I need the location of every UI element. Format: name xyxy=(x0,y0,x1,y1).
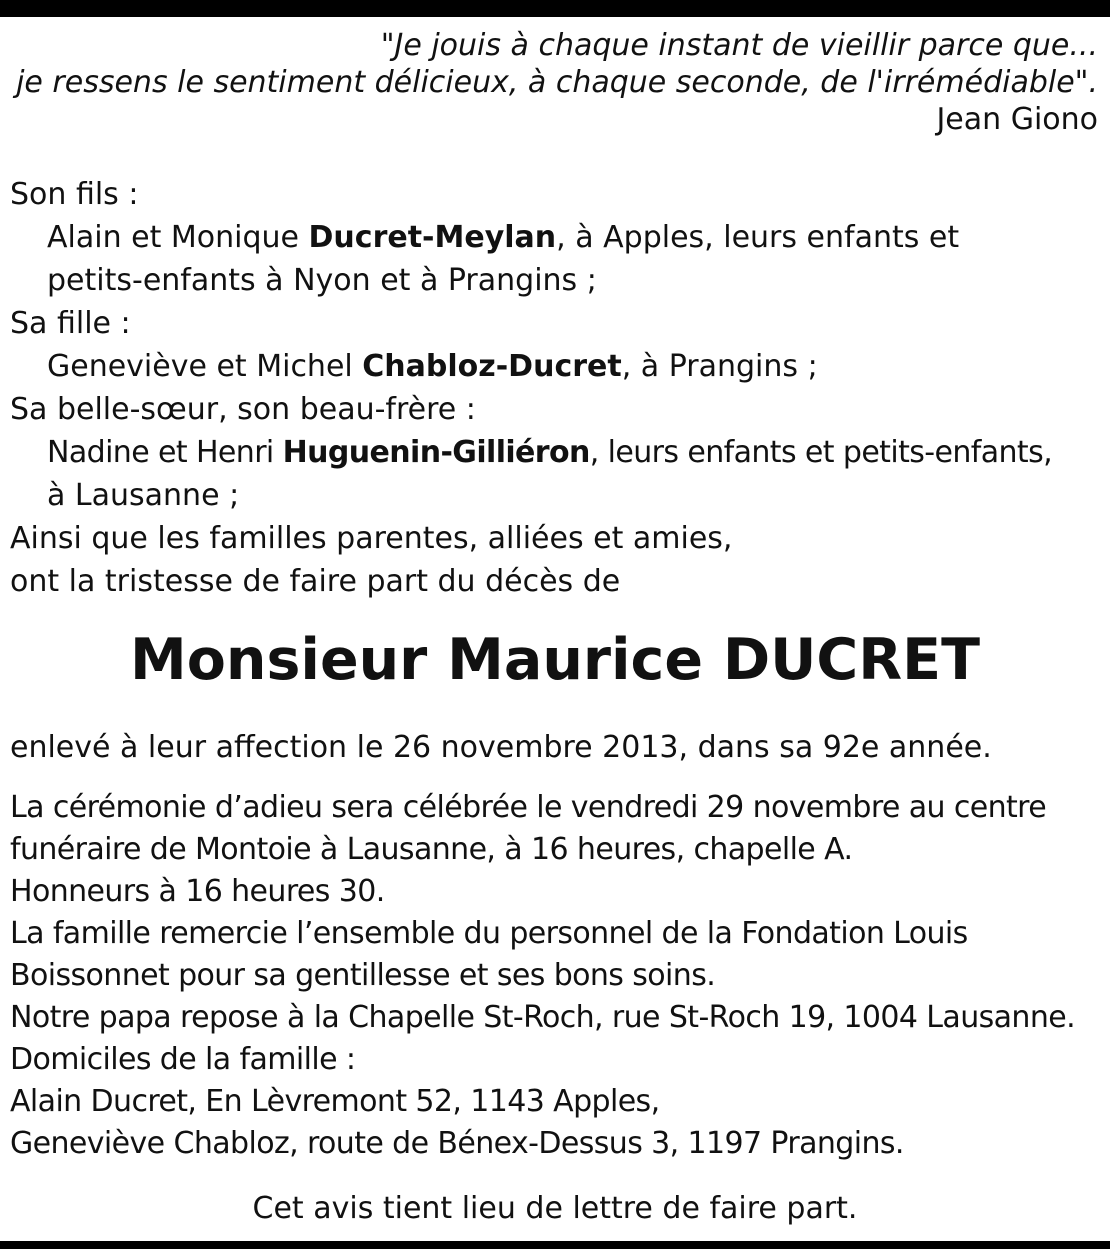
son-entry-line-2: petits-enfants à Nyon et à Prangins ; xyxy=(47,263,597,298)
daughter-surname: Chabloz-Ducret xyxy=(362,349,622,384)
deceased-name: Monsieur Maurice DUCRET xyxy=(130,627,980,693)
inlaws-surname: Huguenin-Gilliéron xyxy=(282,435,590,470)
top-rule xyxy=(0,0,1110,17)
daughter-text-post: , à Prangins ; xyxy=(621,349,818,384)
honors-line: Honneurs à 16 heures 30. xyxy=(10,874,385,909)
thanks-line-2: Boissonnet pour sa gentillesse et ses bons soins. xyxy=(10,958,716,993)
thanks-line-1: La famille remercie l’ensemble du personnel de la Fondation Louis xyxy=(10,916,968,951)
domiciles-heading: Domiciles de la famille : xyxy=(10,1042,356,1077)
ceremony-line-1: La cérémonie d’adieu sera célébrée le vendredi 29 novembre au centre xyxy=(10,790,1047,825)
inlaws-text-post: , leurs enfants et petits-enfants, xyxy=(589,435,1053,470)
other-families: Ainsi que les familles parentes, alliées et amies, xyxy=(10,521,733,556)
son-heading: Son fils : xyxy=(10,177,139,212)
address-2: Geneviève Chabloz, route de Bénex-Dessus 3, 1197 Prangins. xyxy=(10,1126,904,1161)
daughter-entry xyxy=(10,345,1095,388)
ceremony-line-2: funéraire de Montoie à Lausanne, à 16 heures, chapelle A. xyxy=(10,832,853,867)
ceremony-info xyxy=(10,787,1100,1165)
passing-date: enlevé à leur affection le 26 novembre 2013, dans sa 92e année. xyxy=(10,730,992,765)
bottom-rule xyxy=(0,1241,1110,1249)
daughter-text-pre: Geneviève et Michel xyxy=(47,349,363,384)
inlaws-text-pre: Nadine et Henri xyxy=(47,435,283,470)
family-list xyxy=(10,173,1095,603)
quote-line-1: "Je jouis à chaque instant de vieillir parce que... xyxy=(380,28,1098,63)
daughter-heading: Sa fille : xyxy=(10,306,131,341)
inlaws-entry xyxy=(10,431,1095,474)
quote-author: Jean Giono xyxy=(936,102,1098,137)
quote-line-2: je ressens le sentiment délicieux, à chaque seconde, de l'irrémédiable". xyxy=(16,65,1098,100)
inlaws-heading: Sa belle-sœur, son beau-frère : xyxy=(10,392,476,427)
closing-note: Cet avis tient lieu de lettre de faire part. xyxy=(252,1191,858,1226)
address-1: Alain Ducret, En Lèvremont 52, 1143 Apples, xyxy=(10,1084,660,1119)
epigraph-quote xyxy=(16,27,1098,138)
son-text-pre: Alain et Monique xyxy=(47,220,309,255)
rest-location: Notre papa repose à la Chapelle St-Roch, rue St-Roch 19, 1004 Lausanne. xyxy=(10,1000,1076,1035)
inlaws-entry-line-2: à Lausanne ; xyxy=(47,478,240,513)
son-surname: Ducret-Meylan xyxy=(308,220,557,255)
son-text-post: , à Apples, leurs enfants et xyxy=(556,220,960,255)
son-entry xyxy=(10,216,1095,259)
announcement-line: ont la tristesse de faire part du décès de xyxy=(10,564,621,599)
